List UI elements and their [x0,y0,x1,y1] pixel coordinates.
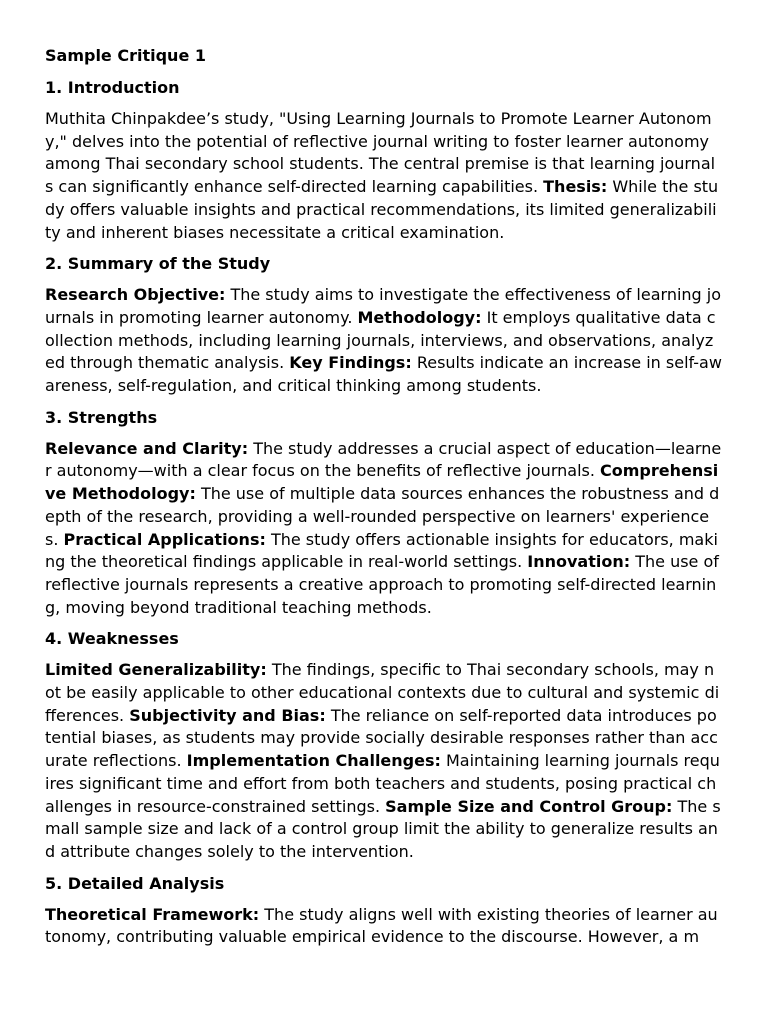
paragraph-text: The use of reflective journals represents a creative approach to promoting self-directed learning, moving beyond traditional teaching methods. [45,552,719,617]
paragraph-text: The small sample size and lack of a control group limit the ability to generalize results and attribute changes solely to the intervention. [45,796,721,861]
paragraph-label: Limited Generalizability: [45,660,267,680]
paragraph-label: Practical Applications: [63,529,266,549]
section-paragraph [45,659,722,863]
paragraph-text: The use of multiple data sources enhances the robustness and depth of the research, providing a well-rounded perspective on learners' experiences. [45,484,720,549]
paragraph-label: Implementation Challenges: [186,751,441,771]
document-title: Sample Critique 1 [45,46,206,65]
paragraph-text: The findings, specific to Thai secondary schools, may not be easily applicable to other educational contexts due to cultural and systemic differences. [45,660,720,725]
section-heading: 1. Introduction [45,78,180,97]
section-heading: 5. Detailed Analysis [45,873,225,893]
section-heading: 4. Weaknesses [45,629,179,649]
paragraph-text: It employs qualitative data collection methods, including learning journals, interviews, and observations, analyzed through thematic analysis. [45,307,716,373]
paragraph-label: Sample Size and Control Group: [385,796,673,816]
paragraph-text: Muthita Chinpakdee’s study, "Using Learning Journals to Promote Learner Autonomy," delves into the potential of reflective journal writing to foster learner autonomy among Thai secondary school students. The central premise is that learning journals can significantly enhance self-directed learning capabilities. [45,109,716,197]
section-paragraph [45,438,722,620]
paragraph-label: Key Findings: [289,353,412,373]
paragraph-text: The study offers actionable insights for educators, making the theoretical findings applicable in real-world settings. [45,529,718,572]
paragraph-label: Research Objective: [45,285,226,305]
paragraph-label: Comprehensive Methodology: [45,461,719,504]
section-heading: 3. Strengths [45,407,158,427]
paragraph-text: The reliance on self-reported data introduces potential biases, as students may provide socially desirable responses rather than accurate reflections. [45,705,718,771]
paragraph-label: Thesis: [543,177,608,197]
paragraph-label: Relevance and Clarity: [45,438,249,458]
paragraph-text: While the study offers valuable insights and practical recommendations, its limited generalizability and inherent biases necessitate a critical examination. [45,177,719,242]
section-paragraph [45,904,722,949]
paragraph-label: Subjectivity and Bias: [129,705,326,725]
paragraph-text: The study aims to investigate the effectiveness of learning journals in promoting learner autonomy. [45,285,722,327]
paragraph-label: Theoretical Framework: [45,904,260,924]
section-paragraph [45,108,722,244]
paragraph-text: The study aligns well with existing theories of learner autonomy, contributing valuable empirical evidence to the discourse. However, a m [45,904,718,947]
paragraph-text: Maintaining learning journals requires significant time and effort from both teachers and students, posing practical challenges in resource-constrained settings. [45,751,720,816]
paragraph-label: Methodology: [357,307,482,327]
paragraph-text: Results indicate an increase in self-awareness, self-regulation, and critical thinking among students. [45,353,722,396]
section-paragraph [45,284,722,398]
paragraph-text: The study addresses a crucial aspect of education—learner autonomy—with a clear focus on the benefits of reflective journals. [45,438,722,481]
paragraph-label: Innovation: [527,552,631,572]
section-heading: 2. Summary of the Study [45,254,271,274]
